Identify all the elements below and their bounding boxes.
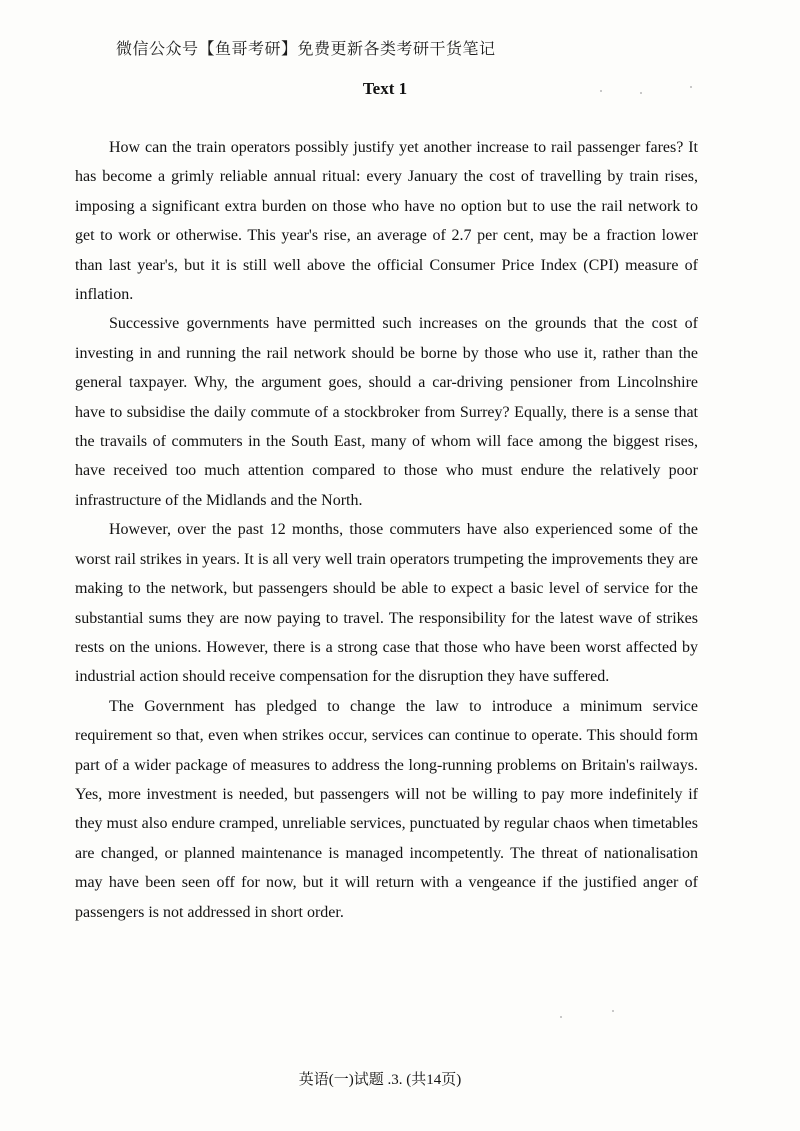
scan-speck xyxy=(612,1010,614,1012)
page-footer: 英语(一)试题 .3. (共14页) xyxy=(298,1072,462,1088)
passage-body xyxy=(75,133,698,927)
header-watermark-note: 微信公众号【鱼哥考研】免费更新各类考研干货笔记 xyxy=(116,41,496,58)
scan-speck xyxy=(600,90,602,92)
paragraph-1: How can the train operators possibly justify yet another increase to rail passenger fares? It has become a grimly reliable annual ritual: every January the cost of travelling by train rises, imposing a significant extra burden on those who have no option but to use the rail network to get to work or otherwise. This year's rise, an average of 2.7 per cent, may be a fraction lower than last year's, but it is still well above the official Consumer Price Index (CPI) measure of inflation. xyxy=(75,139,698,304)
scan-speck xyxy=(560,1016,562,1018)
scan-speck xyxy=(690,86,692,88)
paragraph-4: The Government has pledged to change the law to introduce a minimum service requirement so that, even when strikes occur, services can continue to operate. This should form part of a wider package of measures to address the long-running problems on Britain's railways. Yes, more investment is needed, but passengers will not be willing to pay more indefinitely if they must also endure cramped, unreliable services, punctuated by regular chaos when timetables are changed, or planned maintenance is managed incompetently. The threat of nationalisation may have been seen off for now, but it will return with a vengeance if the justified anger of passengers is not addressed in short order. xyxy=(75,697,698,921)
paragraph-3: However, over the past 12 months, those commuters have also experienced some of the worst rail strikes in years. It is all very well train operators trumpeting the improvements they are making to the network, but passengers should be able to expect a basic level of service for the substantial sums they are now paying to travel. The responsibility for the latest wave of strikes rests on the unions. However, there is a strong case that those who have been worst affected by industrial action should receive compensation for the disruption they have suffered. xyxy=(75,521,698,686)
scan-speck xyxy=(640,92,642,94)
paragraph-2: Successive governments have permitted such increases on the grounds that the cost of investing in and running the rail network should be borne by those who use it, rather than the general taxpayer. Why, the argument goes, should a car-driving pensioner from Lincolnshire have to subsidise the daily commute of a stockbroker from Surrey? Equally, there is a sense that the travails of commuters in the South East, many of whom will face among the biggest rises, have received too much attention compared to those who must endure the relatively poor infrastructure of the Midlands and the North. xyxy=(75,315,698,509)
passage-title: Text 1 xyxy=(362,79,408,98)
